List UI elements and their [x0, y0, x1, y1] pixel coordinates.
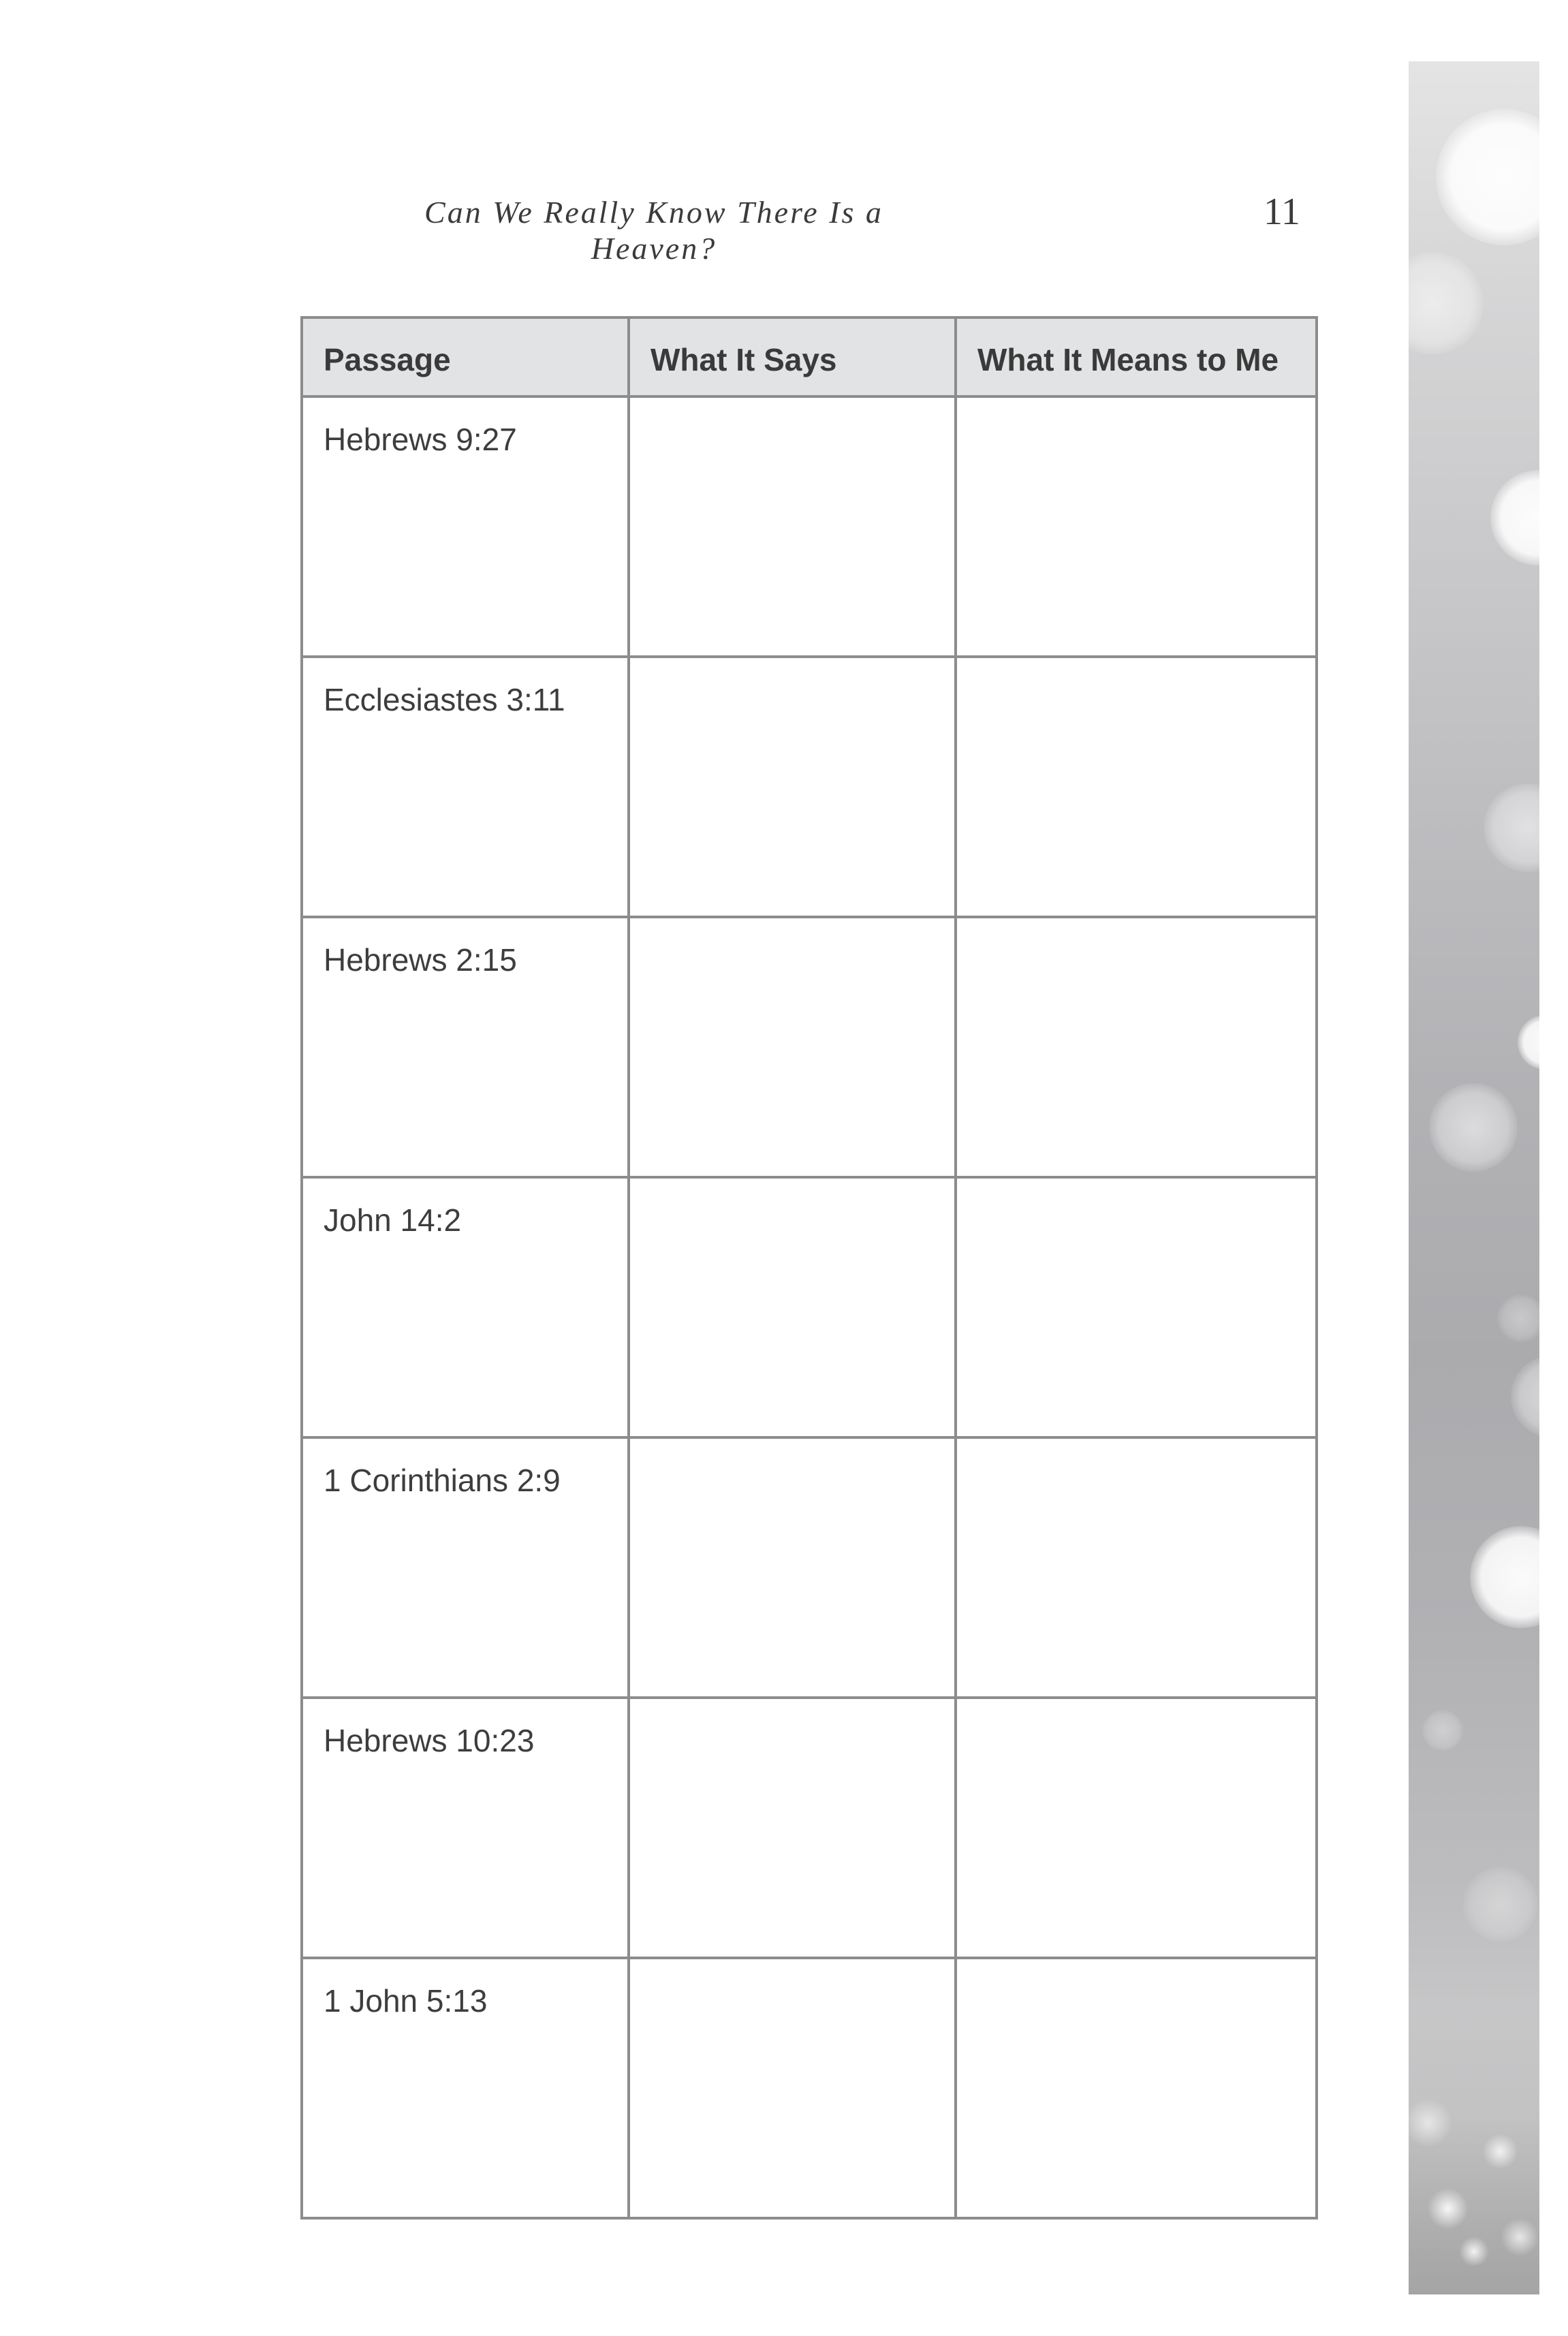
- bokeh-light: [1409, 252, 1484, 354]
- bokeh-light: [1422, 1710, 1463, 1751]
- decorative-bokeh-band: [1409, 61, 1539, 2294]
- column-header-what-it-says: What It Says: [629, 317, 956, 396]
- what-it-says-cell[interactable]: [629, 1698, 956, 1958]
- bokeh-light: [1518, 1015, 1539, 1070]
- passage-cell: 1 Corinthians 2:9: [302, 1437, 629, 1698]
- passage-cell: Hebrews 9:27: [302, 396, 629, 657]
- what-it-means-cell[interactable]: [956, 1958, 1317, 2218]
- what-it-means-cell[interactable]: [956, 1437, 1317, 1698]
- what-it-means-cell[interactable]: [956, 1698, 1317, 1958]
- what-it-means-cell[interactable]: [956, 657, 1317, 917]
- bokeh-light: [1484, 783, 1539, 872]
- what-it-says-cell[interactable]: [629, 396, 956, 657]
- table-row: [302, 917, 1317, 1177]
- table-row: [302, 1958, 1317, 2218]
- table-header-row: [302, 317, 1317, 396]
- bokeh-light: [1490, 470, 1539, 565]
- what-it-means-cell[interactable]: [956, 917, 1317, 1177]
- what-it-says-cell[interactable]: [629, 657, 956, 917]
- table-row: [302, 657, 1317, 917]
- what-it-means-cell[interactable]: [956, 396, 1317, 657]
- running-title: Can We Really Know There Is a Heaven?: [424, 195, 883, 266]
- column-header-passage: Passage: [302, 317, 629, 396]
- bokeh-light: [1511, 1356, 1539, 1437]
- bokeh-light: [1470, 1526, 1539, 1628]
- what-it-says-cell[interactable]: [629, 917, 956, 1177]
- what-it-means-cell[interactable]: [956, 1177, 1317, 1437]
- page-number: 11: [1264, 191, 1300, 233]
- bokeh-light: [1463, 1867, 1538, 1942]
- bokeh-light: [1429, 1083, 1518, 1172]
- bokeh-light: [1497, 1294, 1539, 1342]
- running-header: [0, 191, 1308, 266]
- passage-cell: 1 John 5:13: [302, 1958, 629, 2218]
- passage-cell: Hebrews 2:15: [302, 917, 629, 1177]
- passage-cell: John 14:2: [302, 1177, 629, 1437]
- passage-cell: Hebrews 10:23: [302, 1698, 629, 1958]
- what-it-says-cell[interactable]: [629, 1177, 956, 1437]
- table-row: [302, 1437, 1317, 1698]
- bokeh-light: [1436, 109, 1539, 245]
- what-it-says-cell[interactable]: [629, 1958, 956, 2218]
- sparkle-texture: [1409, 2008, 1539, 2294]
- bible-study-table: [300, 316, 1318, 2220]
- what-it-says-cell[interactable]: [629, 1437, 956, 1698]
- table-row: [302, 1698, 1317, 1958]
- passage-cell: Ecclesiastes 3:11: [302, 657, 629, 917]
- table-row: [302, 1177, 1317, 1437]
- column-header-what-it-means: What It Means to Me: [956, 317, 1317, 396]
- table-row: [302, 396, 1317, 657]
